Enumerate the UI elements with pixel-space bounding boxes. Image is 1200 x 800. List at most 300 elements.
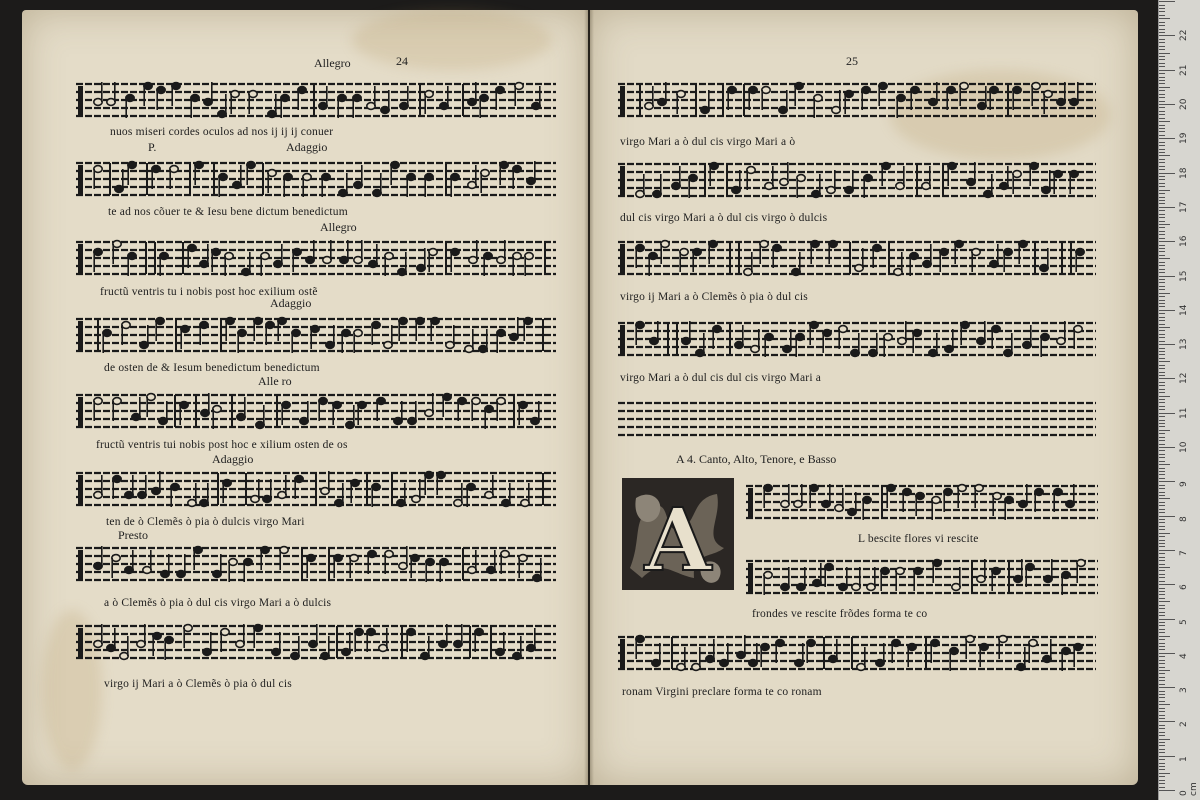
ruler-tick <box>1159 546 1165 547</box>
decorated-initial <box>622 478 734 590</box>
ruler-tick <box>1159 646 1165 647</box>
ruler-tick <box>1159 526 1165 527</box>
ruler-tick <box>1159 8 1165 9</box>
ruler-tick <box>1159 632 1165 633</box>
ruler-tick <box>1159 385 1165 386</box>
music-staff <box>618 78 1096 122</box>
ruler-tick <box>1159 375 1165 376</box>
ruler-tick <box>1159 605 1165 606</box>
ruler-tick <box>1159 553 1165 554</box>
lyrics-line: frondes ve rescite frõdes forma te co <box>752 608 928 620</box>
ruler-tick <box>1159 512 1165 513</box>
ruler-label: 11 <box>1179 407 1189 419</box>
ruler-tick <box>1159 715 1165 716</box>
ruler-tick <box>1159 677 1165 678</box>
ruler-tick <box>1159 735 1165 736</box>
music-staff <box>76 236 556 280</box>
ruler-tick <box>1159 519 1165 520</box>
ruler-tick <box>1159 656 1165 657</box>
ruler-tick <box>1159 334 1165 335</box>
ruler-tick <box>1159 536 1165 537</box>
ruler-tick <box>1159 488 1165 489</box>
ruler-label: 9 <box>1179 481 1189 488</box>
ruler-tick <box>1159 248 1165 249</box>
ruler-tick <box>1159 426 1165 427</box>
tempo-marking: Allegro <box>314 56 351 70</box>
ruler-label: 18 <box>1179 167 1189 179</box>
ruler-tick <box>1159 601 1170 602</box>
ruler-tick <box>1159 643 1165 644</box>
ruler-tick <box>1159 77 1165 78</box>
music-staff <box>76 620 556 664</box>
ruler-tick <box>1159 776 1165 777</box>
ruler-tick <box>1159 450 1165 451</box>
tempo-marking: Alle ro <box>258 374 292 388</box>
ruler-tick <box>1159 203 1165 204</box>
ruler-tick <box>1159 97 1165 98</box>
lyrics-line: ten de ò Clemẽs ò pia ò dulcis virgo Mari <box>106 516 305 528</box>
section-heading: A 4. Canto, Alto, Tenore, e Basso <box>676 452 837 466</box>
empty-staff <box>618 397 1096 441</box>
ruler-tick <box>1159 447 1175 448</box>
ruler-tick <box>1159 313 1165 314</box>
ruler-tick <box>1159 402 1165 403</box>
ruler-tick <box>1159 348 1165 349</box>
ruler-tick <box>1159 780 1165 781</box>
ruler-tick <box>1159 790 1175 791</box>
ruler-label: 2 <box>1179 721 1189 728</box>
ruler-tick <box>1159 15 1165 16</box>
ruler-tick <box>1159 691 1165 692</box>
ruler-tick <box>1159 70 1175 71</box>
ruler-tick <box>1159 1 1175 2</box>
ruler-label: 7 <box>1179 550 1189 556</box>
ruler-tick <box>1159 238 1165 239</box>
ruler-tick <box>1159 454 1165 455</box>
ruler-tick <box>1159 22 1165 23</box>
music-staff <box>618 158 1096 202</box>
lyrics-line: a ò Clemẽs ò pia ò dul cis virgo Mari a ò dulcis <box>104 597 332 609</box>
lyrics-line: virgo Mari a ò dul cis virgo Mari a ò <box>620 136 796 148</box>
book-gutter <box>584 10 594 785</box>
ruler-tick <box>1159 625 1165 626</box>
music-staff <box>76 313 556 357</box>
ruler-tick <box>1159 550 1175 551</box>
ruler-tick <box>1159 399 1165 400</box>
music-staff <box>76 542 556 586</box>
music-staff <box>618 236 1096 280</box>
ruler-tick <box>1159 684 1165 685</box>
ruler-tick <box>1159 529 1165 530</box>
ruler-tick <box>1159 574 1165 575</box>
ruler-tick <box>1159 704 1170 705</box>
ruler-tick <box>1159 265 1165 266</box>
ruler-tick <box>1159 680 1165 681</box>
ruler-label: 1 <box>1179 755 1189 762</box>
ruler-tick <box>1159 131 1165 132</box>
ruler-label: 0 cm <box>1179 782 1199 796</box>
ruler-tick <box>1159 183 1165 184</box>
ruler-label: 3 <box>1179 687 1189 694</box>
ruler-tick <box>1159 56 1165 57</box>
ruler-label: 12 <box>1179 372 1189 385</box>
ruler-tick <box>1159 533 1170 534</box>
ruler-tick <box>1159 636 1170 637</box>
music-staff <box>76 467 556 511</box>
ruler-tick <box>1159 104 1175 105</box>
ruler-tick <box>1159 763 1165 764</box>
ruler-tick <box>1159 468 1165 469</box>
ruler-tick <box>1159 166 1165 167</box>
ruler-tick <box>1159 396 1170 397</box>
music-staff <box>618 631 1096 675</box>
ruler-tick <box>1159 282 1165 283</box>
ruler-tick <box>1159 135 1165 136</box>
ruler-label: 5 <box>1179 618 1189 625</box>
ruler-tick <box>1159 725 1165 726</box>
ruler-tick <box>1159 787 1165 788</box>
music-staff <box>746 555 1098 599</box>
page-number-left: 24 <box>396 54 408 68</box>
ruler-tick <box>1159 121 1170 122</box>
lyrics-line: ronam Virgini preclare forma te co ronam <box>622 686 822 698</box>
ruler-tick <box>1159 461 1165 462</box>
ruler-tick <box>1159 66 1165 67</box>
ruler-tick <box>1159 557 1165 558</box>
ruler-tick <box>1159 39 1165 40</box>
ruler-tick <box>1159 622 1165 623</box>
ruler-tick <box>1159 591 1165 592</box>
page-number-right: 25 <box>846 54 858 68</box>
ruler-tick <box>1159 440 1165 441</box>
music-staff <box>76 389 556 433</box>
ruler-tick <box>1159 570 1165 571</box>
ruler-tick <box>1159 152 1165 153</box>
ruler-tick <box>1159 615 1165 616</box>
ruler-tick <box>1159 11 1165 12</box>
ruler-tick <box>1159 25 1165 26</box>
ruler-tick <box>1159 286 1165 287</box>
ruler-tick <box>1159 392 1165 393</box>
ruler-label: 19 <box>1179 132 1189 145</box>
ruler-tick <box>1159 125 1165 126</box>
ruler-tick <box>1159 437 1165 438</box>
ruler-tick <box>1159 80 1165 81</box>
ruler-tick <box>1159 598 1165 599</box>
ruler-tick <box>1159 63 1165 64</box>
ruler-tick <box>1159 200 1165 201</box>
ruler-tick <box>1159 759 1165 760</box>
ruler-tick <box>1159 495 1165 496</box>
ruler-tick <box>1159 214 1165 215</box>
ruler-tick <box>1159 145 1165 146</box>
ruler-label: 16 <box>1179 235 1189 248</box>
ruler-tick <box>1159 354 1165 355</box>
ruler-tick <box>1159 581 1165 582</box>
ruler-tick <box>1159 330 1165 331</box>
lyrics-line: virgo ij Mari a ò Clemẽs ò pia ò dul cis <box>104 678 292 690</box>
ruler-tick <box>1159 766 1165 767</box>
lyrics-line: virgo ij Mari a ò Clemẽs ò pia ò dul cis <box>620 291 808 303</box>
ruler-tick <box>1159 358 1165 359</box>
ruler-tick <box>1159 471 1165 472</box>
ruler-tick <box>1159 560 1165 561</box>
music-staff <box>746 480 1098 524</box>
ruler-tick <box>1159 769 1165 770</box>
ruler-label: 17 <box>1179 201 1189 213</box>
ruler-tick <box>1159 464 1170 465</box>
ruler-tick <box>1159 540 1165 541</box>
music-staff <box>76 157 556 201</box>
ruler-tick <box>1159 406 1165 407</box>
ruler-tick <box>1159 18 1170 19</box>
ruler-tick <box>1159 564 1165 565</box>
ruler-tick <box>1159 711 1165 712</box>
lyrics-line: te ad nos cõuer te & Iesu bene dictum benedictum <box>108 206 348 218</box>
ruler-tick <box>1159 306 1165 307</box>
ruler-tick <box>1159 619 1175 620</box>
ruler-label: 4 <box>1179 653 1189 659</box>
ruler-label: 10 <box>1179 441 1189 453</box>
music-staff <box>76 78 556 122</box>
ruler-tick <box>1159 245 1165 246</box>
ruler-label: 14 <box>1179 304 1189 316</box>
ruler-tick <box>1159 773 1170 774</box>
ruler-tick <box>1159 502 1165 503</box>
ruler-tick <box>1159 272 1165 273</box>
ruler-tick <box>1159 303 1165 304</box>
tempo-marking: Allegro <box>320 220 357 234</box>
ruler-tick <box>1159 673 1165 674</box>
ruler-tick <box>1159 430 1170 431</box>
ruler-tick <box>1159 279 1165 280</box>
ruler-tick <box>1159 457 1165 458</box>
ruler-tick <box>1159 128 1165 129</box>
ruler-tick <box>1159 320 1165 321</box>
ruler-tick <box>1159 327 1170 328</box>
ruler-tick <box>1159 444 1165 445</box>
lyrics-line: dul cis virgo Mari a ò dul cis virgo ò dulcis <box>620 212 828 224</box>
ruler-tick <box>1159 90 1165 91</box>
ruler-tick <box>1159 612 1165 613</box>
ruler-label: 21 <box>1179 64 1189 76</box>
ruler-tick <box>1159 255 1165 256</box>
ruler-tick <box>1159 660 1165 661</box>
ruler-tick <box>1159 42 1165 43</box>
ruler-label: 22 <box>1179 29 1189 42</box>
ruler-tick <box>1159 210 1165 211</box>
ruler-tick <box>1159 351 1165 352</box>
ruler-tick <box>1159 289 1165 290</box>
ruler-tick <box>1159 193 1165 194</box>
ruler-tick <box>1159 783 1165 784</box>
ruler-tick <box>1159 498 1170 499</box>
ruler-tick <box>1159 492 1165 493</box>
ruler-tick <box>1159 382 1165 383</box>
ruler-tick <box>1159 372 1165 373</box>
lyrics-line: virgo Mari a ò dul cis dul cis virgo Mari a <box>620 372 822 384</box>
ruler-tick <box>1159 337 1165 338</box>
ruler-tick <box>1159 221 1165 222</box>
ruler-tick <box>1159 749 1165 750</box>
ruler-tick <box>1159 594 1165 595</box>
ruler-tick <box>1159 324 1165 325</box>
ruler-tick <box>1159 169 1165 170</box>
ruler-tick <box>1159 728 1165 729</box>
ruler-tick <box>1159 276 1175 277</box>
ruler-tick <box>1159 423 1165 424</box>
ruler-tick <box>1159 241 1175 242</box>
ruler-tick <box>1159 190 1170 191</box>
ruler-tick <box>1159 389 1165 390</box>
ruler-tick <box>1159 516 1175 517</box>
ruler-tick <box>1159 159 1165 160</box>
ruler-tick <box>1159 694 1165 695</box>
ruler-tick <box>1159 344 1175 345</box>
ruler-tick <box>1159 509 1165 510</box>
ruler-label: 13 <box>1179 338 1189 351</box>
ruler-tick <box>1159 53 1170 54</box>
ruler-tick <box>1159 162 1165 163</box>
ruler-tick <box>1159 378 1175 379</box>
ruler-tick <box>1159 262 1165 263</box>
ruler-tick <box>1159 653 1175 654</box>
ruler-tick <box>1159 59 1165 60</box>
ruler-tick <box>1159 721 1175 722</box>
ruler-tick <box>1159 35 1175 36</box>
ruler-tick <box>1159 687 1175 688</box>
ruler-tick <box>1159 474 1165 475</box>
ruler-tick <box>1159 485 1165 486</box>
ruler-tick <box>1159 667 1165 668</box>
ruler-tick <box>1159 663 1165 664</box>
ruler-tick <box>1159 577 1165 578</box>
ruler-tick <box>1159 29 1165 30</box>
ruler-tick <box>1159 231 1165 232</box>
ruler-tick <box>1159 608 1165 609</box>
ruler-tick <box>1159 258 1170 259</box>
ruler-tick <box>1159 155 1170 156</box>
ruler-tick <box>1159 251 1165 252</box>
ruler-tick <box>1159 207 1175 208</box>
ruler-label: 6 <box>1179 584 1189 591</box>
ruler-label: 15 <box>1179 270 1189 282</box>
ruler-tick <box>1159 718 1165 719</box>
ruler-tick <box>1159 732 1165 733</box>
ruler-tick <box>1159 138 1175 139</box>
ruler-tick <box>1159 293 1170 294</box>
ruler-tick <box>1159 481 1175 482</box>
ruler-tick <box>1159 409 1165 410</box>
ruler-tick <box>1159 107 1165 108</box>
ruler-tick <box>1159 649 1165 650</box>
ruler-tick <box>1159 32 1165 33</box>
ruler-tick <box>1159 341 1165 342</box>
ruler-tick <box>1159 87 1170 88</box>
ruler-tick <box>1159 361 1170 362</box>
ruler-tick <box>1159 670 1170 671</box>
ruler-tick <box>1159 179 1165 180</box>
ruler-tick <box>1159 416 1165 417</box>
ruler-tick <box>1159 173 1175 174</box>
ruler-tick <box>1159 101 1165 102</box>
ruler-tick <box>1159 588 1165 589</box>
ruler-tick <box>1159 46 1165 47</box>
lyrics-line: de osten de & Iesum benedictum benedictum <box>104 362 320 374</box>
ruler-tick <box>1159 296 1165 297</box>
ruler-tick <box>1159 701 1165 702</box>
ruler-tick <box>1159 217 1165 218</box>
ruler-tick <box>1159 142 1165 143</box>
ruler-tick <box>1159 368 1165 369</box>
ruler-tick <box>1159 413 1175 414</box>
ruler-tick <box>1159 317 1165 318</box>
ruler-label: 20 <box>1179 98 1189 110</box>
ruler-tick <box>1159 752 1165 753</box>
ruler-tick <box>1159 111 1165 112</box>
ruler-tick <box>1159 629 1165 630</box>
ruler-tick <box>1159 739 1170 740</box>
ruler-tick <box>1159 176 1165 177</box>
ruler-tick <box>1159 49 1165 50</box>
ruler-tick <box>1159 83 1165 84</box>
ruler-tick <box>1159 73 1165 74</box>
initial-letter: A <box>644 490 712 590</box>
ruler-label: 8 <box>1179 515 1189 522</box>
lyrics-line: L bescite flores vi rescite <box>858 533 979 545</box>
ruler-tick <box>1159 433 1165 434</box>
music-staff <box>618 317 1096 361</box>
ruler-tick <box>1159 742 1165 743</box>
ruler-tick <box>1159 478 1165 479</box>
ruler-tick <box>1159 234 1165 235</box>
ruler-tick <box>1159 420 1165 421</box>
ruler-tick <box>1159 522 1165 523</box>
ruler-tick <box>1159 186 1165 187</box>
ruler-tick <box>1159 543 1165 544</box>
ruler-tick <box>1159 227 1165 228</box>
ruler-tick <box>1159 269 1165 270</box>
ruler-tick <box>1159 114 1165 115</box>
ruler-tick <box>1159 708 1165 709</box>
dynamic-marking: P. <box>148 140 157 154</box>
lyrics-line: fructũ ventris tu i nobis post hoc exilium ostẽ <box>100 286 318 298</box>
tempo-marking: Presto <box>118 528 148 542</box>
ruler-tick <box>1159 197 1165 198</box>
tempo-marking: Adaggio <box>270 296 312 310</box>
ruler-tick <box>1159 94 1165 95</box>
ruler-tick <box>1159 756 1175 757</box>
tempo-marking: Adaggio <box>286 140 328 154</box>
lyrics-line: nuos miseri cordes oculos ad nos ij ij ij conuer <box>110 126 334 138</box>
ruler-tick <box>1159 224 1170 225</box>
ruler-tick <box>1159 5 1165 6</box>
ruler-tick <box>1159 300 1165 301</box>
lyrics-line: fructũ ventris tui nobis post hoc e xilium osten de os <box>96 439 348 451</box>
ruler-tick <box>1159 149 1165 150</box>
ruler-tick <box>1159 567 1170 568</box>
ruler-tick <box>1159 365 1165 366</box>
ruler-tick <box>1159 639 1165 640</box>
ruler-tick <box>1159 118 1165 119</box>
ruler-tick <box>1159 584 1175 585</box>
tempo-marking: Adaggio <box>212 452 254 466</box>
ruler-tick <box>1159 310 1175 311</box>
measurement-ruler <box>1158 0 1200 800</box>
ruler-tick <box>1159 745 1165 746</box>
ruler-tick <box>1159 505 1165 506</box>
ruler-tick <box>1159 697 1165 698</box>
